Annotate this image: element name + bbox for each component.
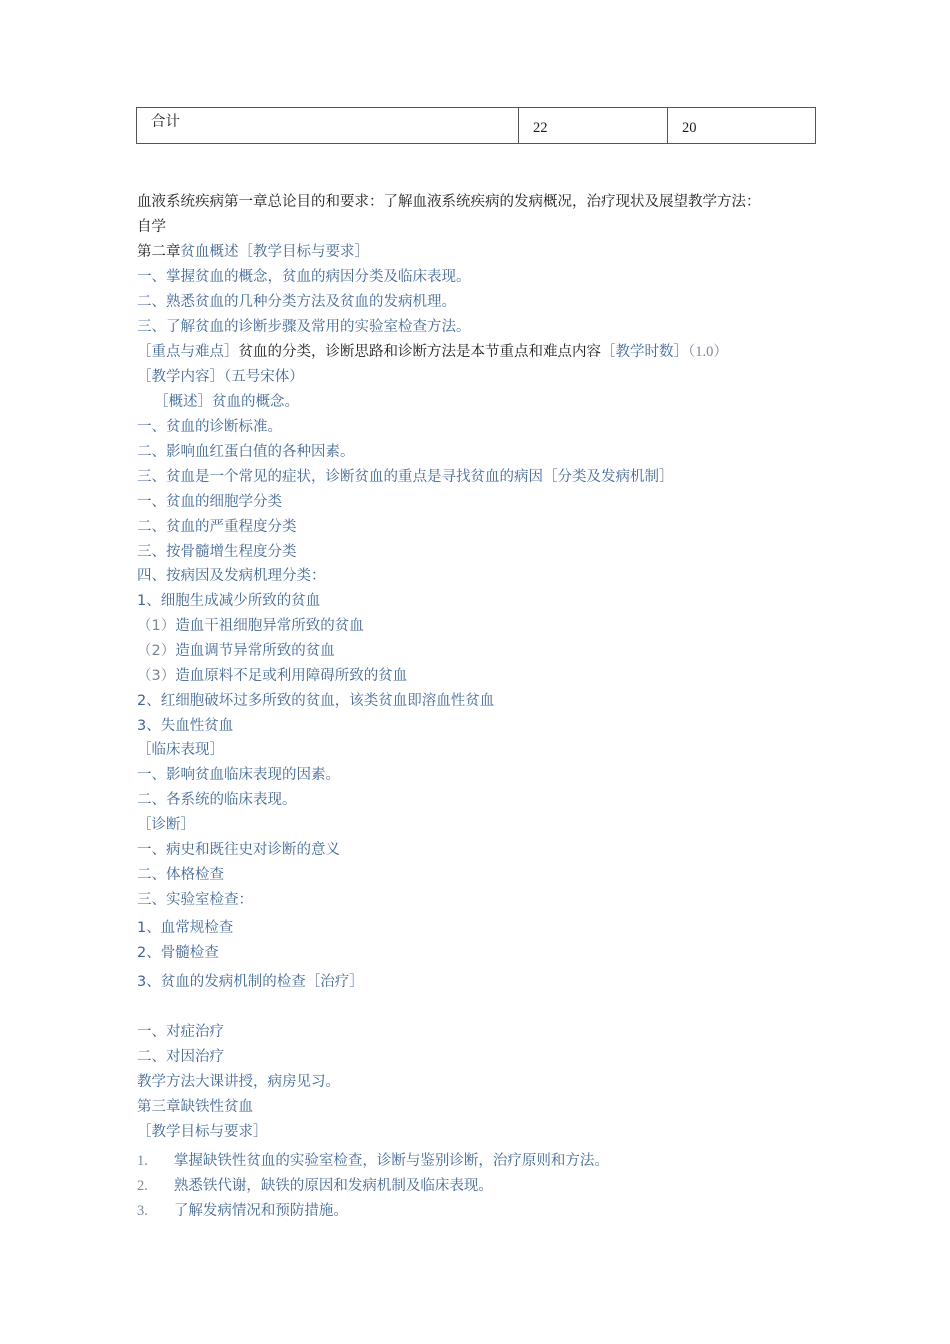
ch2-goal-1: 一、掌握贫血的概念，贫血的病因分类及临床表现。 <box>137 269 471 285</box>
lab-item-2: 2、骨髓检查 <box>137 945 219 961</box>
cause-2: 2、红细胞破坏过多所致的贫血，该类贫血即溶血性贫血 <box>137 693 495 709</box>
diagnosis-item-2: 二、体格检查 <box>137 867 224 883</box>
class-item-4: 四、按病因及发病机理分类： <box>137 568 326 584</box>
cause-1-sub-1 <box>137 616 364 636</box>
cause-3: 3、失血性贫血 <box>137 718 234 734</box>
goal-text: 熟悉铁代谢，缺铁的原因和发病机制及临床表现。 <box>173 1178 493 1194</box>
treatment-item-2: 二、对因治疗 <box>137 1049 224 1065</box>
cause-1-sub-3 <box>137 666 407 686</box>
ch3-goals-label: ［教学目标与要求］ <box>137 1124 268 1140</box>
intro-line-2: 自学 <box>137 219 166 235</box>
hours-value: （1.0） <box>688 344 728 360</box>
sub-number: （2） <box>137 643 176 659</box>
intro-line-1: 血液系统疾病第一章总论目的和要求：了解血液系统疾病的发病概况，治疗现状及展望教学方法： <box>137 194 761 210</box>
chapter-2-heading <box>137 242 369 262</box>
ch3-goal-3 <box>137 1201 348 1221</box>
lab-item-3: 3、贫血的发病机制的检查［治疗］ <box>137 974 364 990</box>
chapter-2-title: 贫血概述［教学目标与要求］ <box>180 244 369 260</box>
sub-text: 造血调节异常所致的贫血 <box>175 643 335 659</box>
hours-label: ［教学时数］ <box>601 344 688 360</box>
overview-item-1: 一、贫血的诊断标准。 <box>137 419 282 435</box>
goal-text: 掌握缺铁性贫血的实验室检查，诊断与鉴别诊断，治疗原则和方法。 <box>173 1153 609 1169</box>
treatment-item-1: 一、对症治疗 <box>137 1024 224 1040</box>
chapter-3-title: 第三章缺铁性贫血 <box>137 1099 253 1115</box>
overview-item-2: 二、影响血红蛋白值的各种因素。 <box>137 444 355 460</box>
diagnosis-label: ［诊断］ <box>137 817 195 833</box>
key-points-text: 贫血的分类，诊断思路和诊断方法是本节重点和难点内容 <box>238 344 601 360</box>
ch2-goal-3: 三、了解贫血的诊断步骤及常用的实验室检查方法。 <box>137 319 471 335</box>
content-label: ［教学内容］（五号宋体） <box>137 369 304 385</box>
key-points-label: ［重点与难点］ <box>137 344 239 360</box>
table-value-cell-2: 20 <box>682 120 697 136</box>
class-item-3: 三、按骨髓增生程度分类 <box>137 544 297 560</box>
teaching-method: 教学方法大课讲授，病房见习。 <box>137 1074 340 1090</box>
clinical-item-2: 二、各系统的临床表现。 <box>137 792 297 808</box>
key-points-line <box>137 342 728 362</box>
goal-number: 1. <box>137 1153 148 1169</box>
overview-item-3: 三、贫血是一个常见的症状，诊断贫血的重点是寻找贫血的病因［分类及发病机制］ <box>137 469 674 485</box>
ch3-goal-2 <box>137 1176 493 1196</box>
sub-text: 造血干祖细胞异常所致的贫血 <box>175 618 364 634</box>
class-item-1: 一、贫血的细胞学分类 <box>137 494 282 510</box>
summary-table <box>136 107 816 144</box>
sub-number: （1） <box>137 618 176 634</box>
ch2-goal-2: 二、熟悉贫血的几种分类方法及贫血的发病机理。 <box>137 294 456 310</box>
class-item-2: 二、贫血的严重程度分类 <box>137 519 297 535</box>
overview-heading: ［概述］贫血的概念。 <box>154 394 299 410</box>
diagnosis-item-1: 一、病史和既往史对诊断的意义 <box>137 842 340 858</box>
ch3-goal-1 <box>137 1151 609 1171</box>
sub-text: 造血原料不足或利用障碍所致的贫血 <box>175 668 408 684</box>
goal-text: 了解发病情况和预防措施。 <box>173 1203 348 1219</box>
goal-number: 2. <box>137 1178 148 1194</box>
cause-1-sub-2 <box>137 641 335 661</box>
clinical-item-1: 一、影响贫血临床表现的因素。 <box>137 767 340 783</box>
diagnosis-item-3: 三、实验室检查： <box>137 892 253 908</box>
clinical-label: ［临床表现］ <box>137 742 224 758</box>
chapter-2-prefix: 第二章 <box>137 244 181 260</box>
table-value-cell-1: 22 <box>519 108 668 143</box>
goal-number: 3. <box>137 1203 148 1219</box>
cause-1: 1、细胞生成减少所致的贫血 <box>137 593 321 609</box>
sub-number: （3） <box>137 668 176 684</box>
lab-item-1: 1、血常规检查 <box>137 920 234 936</box>
table-label-cell: 合计 <box>137 108 519 143</box>
